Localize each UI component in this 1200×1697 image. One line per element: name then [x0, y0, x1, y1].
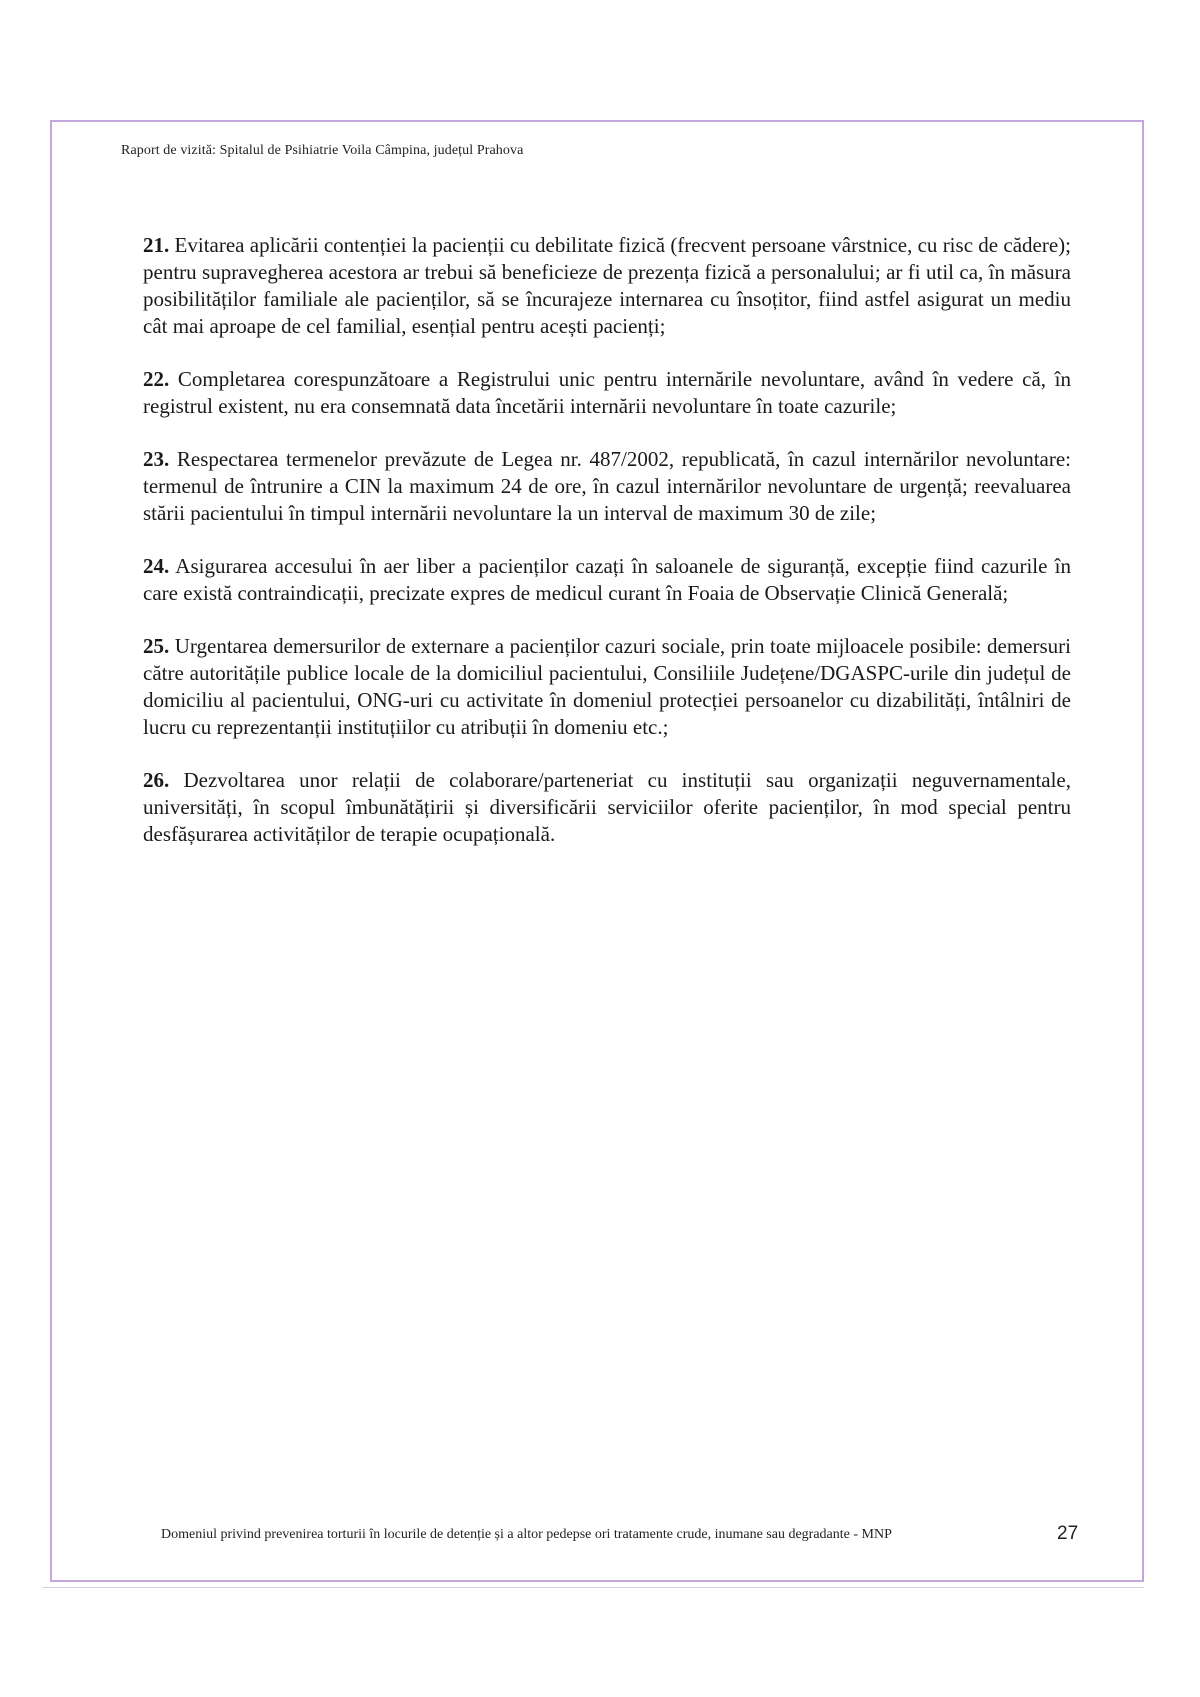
recommendation-text: Completarea corespunzătoare a Registrului unic pentru internările nevoluntare, având în vedere că, în registrul existent, nu era consemnată data încetării internării nevoluntare în toate cazurile;: [143, 367, 1071, 418]
recommendation-22: [143, 366, 1071, 420]
recommendation-number: 25.: [143, 634, 170, 658]
recommendation-21: [143, 232, 1071, 340]
recommendation-26: [143, 767, 1071, 848]
footer-text: Domeniul privind prevenirea torturii în locurile de detenție și a altor pedepse ori tratamente crude, inumane sau degradante - MNP: [161, 1527, 892, 1542]
recommendations-list: [143, 232, 1071, 874]
recommendation-number: 23.: [143, 447, 170, 471]
recommendation-number: 26.: [143, 768, 170, 792]
recommendation-text: Dezvoltarea unor relații de colaborare/parteneriat cu instituții sau organizații neguvernamentale, universități, în scopul îmbunătățirii și diversificării serviciilor oferite pacienților, în mod special pentru desfășurarea activităților de terapie ocupațională.: [143, 768, 1071, 846]
recommendation-number: 22.: [143, 367, 170, 391]
recommendation-number: 24.: [143, 554, 170, 578]
recommendation-25: [143, 633, 1071, 741]
recommendation-text: Urgentarea demersurilor de externare a pacienților cazuri sociale, prin toate mijloacele posibile: demersuri către autoritățile publice locale de la domiciliul pacientului, Consiliile Județene/DGASPC-urile din județul de domiciliu al pacientului, ONG-uri cu activitate în domeniul protecției persoanelor cu dizabilități, întâlniri de lucru cu reprezentanții instituțiilor cu atribuții în domeniu etc.;: [143, 634, 1071, 739]
recommendation-text: Evitarea aplicării contenției la pacienții cu debilitate fizică (frecvent persoane vârstnice, cu risc de cădere); pentru supravegherea acestora ar trebui să beneficieze de prezența fizică a personalului; ar fi util ca, în măsura posibilităților familiale ale pacienților, să se încurajeze internarea cu însoțitor, fiind astfel asigurat un mediu cât mai aproape de cel familial, esențial pentru acești pacienți;: [143, 233, 1071, 338]
recommendation-23: [143, 446, 1071, 527]
recommendation-text: Asigurarea accesului în aer liber a pacienților cazați în saloanele de siguranță, excepție fiind cazurile în care există contraindicații, precizate expres de medicul curant în Foaia de Observație Clinică Generală;: [143, 554, 1071, 605]
recommendation-text: Respectarea termenelor prevăzute de Legea nr. 487/2002, republicată, în cazul internărilor nevoluntare: termenul de întrunire a CIN la maximum 24 de ore, în cazul internărilor nevoluntare de urgență; reevaluarea stării pacientului în timpul internării nevoluntare la un interval de maximum 30 de zile;: [143, 447, 1071, 525]
recommendation-24: [143, 553, 1071, 607]
running-header: Raport de vizită: Spitalul de Psihiatrie Voila Câmpina, județul Prahova: [121, 143, 524, 158]
recommendation-number: 21.: [143, 233, 170, 257]
page-number: 27: [1057, 1523, 1079, 1544]
